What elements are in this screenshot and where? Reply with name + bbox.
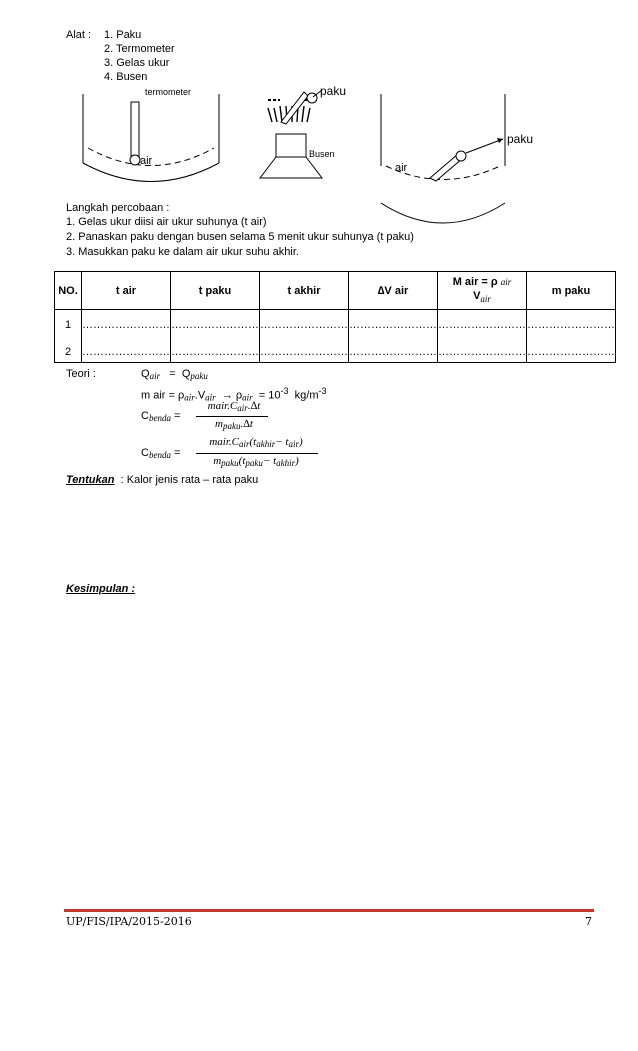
cell-m-air: …………………… …………………… — [438, 310, 527, 363]
table-header-row — [55, 272, 616, 310]
paku-label-1: paku — [320, 84, 347, 98]
tentukan-line: Tentukan : Kalor jenis rata – rata paku — [66, 474, 259, 486]
c-benda-label-2: Cbenda = — [141, 447, 181, 460]
cell-m-paku: …………………… …………………… — [527, 310, 616, 363]
c-benda-label-1: Cbenda = — [141, 410, 181, 423]
formula-1-fraction-bar — [196, 416, 268, 417]
kesimpulan-label: Kesimpulan : — [66, 583, 136, 595]
formula-2-numerator: mair.Cair(takhir− tair) — [209, 436, 303, 449]
termometer-label: termometer — [145, 87, 192, 97]
paku-label-2: paku — [507, 132, 534, 146]
table-row — [55, 310, 616, 363]
alat-item-3: 3. Gelas ukur — [104, 57, 170, 69]
formula-2-fraction-bar — [196, 453, 318, 454]
header-t-akhir: t akhir — [260, 272, 349, 310]
footer-divider — [64, 909, 594, 912]
formula-2-denominator: mpaku(tpaku− takhir) — [213, 455, 299, 468]
header-t-paku: t paku — [171, 272, 260, 310]
header-m-air: M air = ρ air $V_{air}$ — [438, 272, 527, 310]
alat-item-1: 1. Paku — [104, 29, 142, 41]
cell-dv-air: …………………… …………………… — [349, 310, 438, 363]
air-label-1: air — [140, 155, 153, 167]
air-label-2: air — [395, 162, 408, 174]
langkah-title: Langkah percobaan : — [66, 202, 170, 214]
formula-1-denominator: mpaku.∆t — [215, 418, 253, 431]
teori-q-equation: Qair = Qpaku — [141, 368, 208, 381]
cell-t-akhir: …………………… …………………… — [260, 310, 349, 363]
beaker-with-thermometer — [83, 94, 219, 182]
teori-label: Teori : — [66, 368, 96, 380]
data-table — [54, 271, 616, 363]
teori-mair-equation: m air = ρair.Vair → $\rho air = 10^{-3}$ $kg/m^{-3}$ — [141, 386, 327, 403]
busen-label: Busen — [309, 149, 335, 159]
header-m-paku: m paku — [527, 272, 616, 310]
alat-item-2: 2. Termometer — [104, 43, 175, 55]
beaker-with-nail — [381, 94, 505, 223]
cell-t-paku: …………………… …………………… — [171, 310, 260, 363]
langkah-step-1: 1. Gelas ukur diisi air ukur suhunya (t air) — [66, 216, 267, 228]
alat-item-4: 4. Busen — [104, 71, 148, 83]
burner-heating-nail — [260, 90, 322, 178]
footer-code: UP/FIS/IPA/2015-2016 — [66, 915, 192, 928]
cell-t-air: …………………… …………………… — [82, 310, 171, 363]
formula-1-numerator: mair.Cair.∆t — [207, 400, 261, 413]
header-no: NO. — [55, 272, 82, 310]
row-numbers: 1 2 — [55, 310, 82, 363]
alat-label: Alat : — [66, 29, 92, 41]
header-t-air: t air — [82, 272, 171, 310]
langkah-step-3: 3. Masukkan paku ke dalam air ukur suhu akhir. — [66, 246, 299, 258]
langkah-step-2: 2. Panaskan paku dengan busen selama 5 menit ukur suhunya (t paku) — [66, 231, 414, 243]
page-number: 7 — [585, 915, 592, 928]
header-dv-air: ∆V air — [349, 272, 438, 310]
